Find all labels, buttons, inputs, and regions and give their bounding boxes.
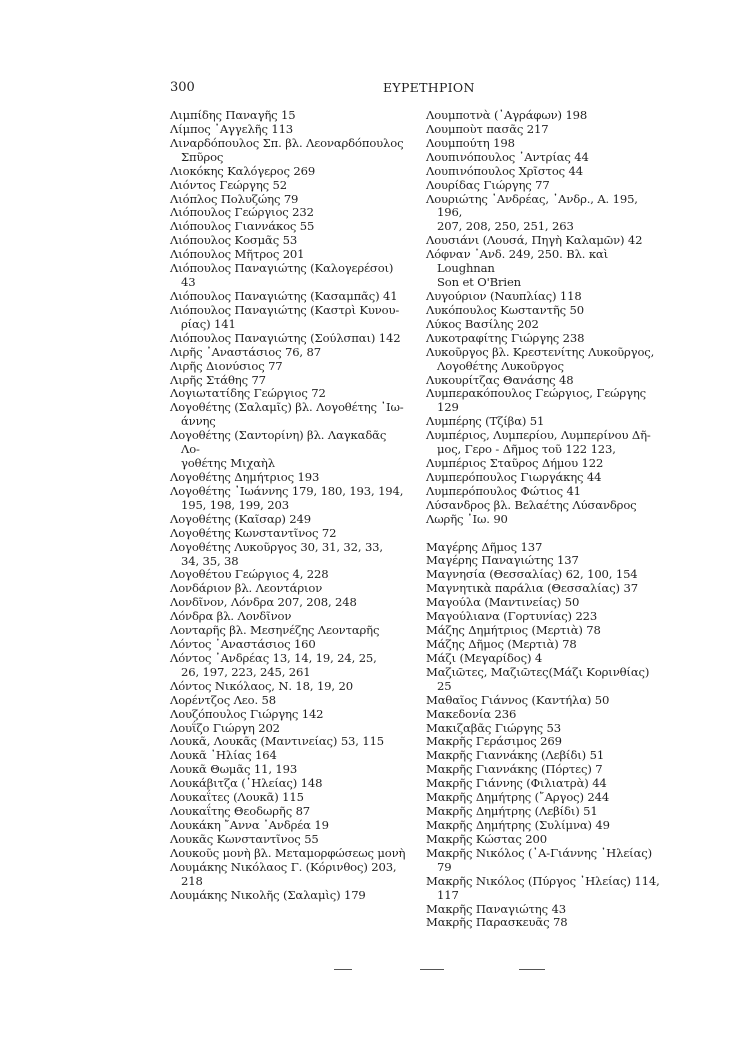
index-entry: Μαγέρης Παναγιώτης 137 bbox=[426, 553, 579, 568]
index-entry: Λογοθέτης Κωνσταντῖνος 72 bbox=[170, 525, 337, 540]
index-entry: Λιόντος Γεώργης 52 bbox=[170, 177, 287, 192]
index-entry: Μακρῆς Γεράσιμος 269 bbox=[426, 734, 562, 749]
index-entry: Λιρῆς Στάθης 77 bbox=[170, 372, 266, 387]
index-entry: Λουμποὺτ πασᾶς 217 bbox=[426, 121, 549, 136]
index-entry: Λουκᾶ ᾿Ηλίας 164 bbox=[170, 748, 277, 763]
index-entry: Λιόπουλος Γιαννάκος 55 bbox=[170, 219, 315, 234]
index-entry: Λογοθέτου Γεώργιος 4, 228 bbox=[170, 567, 329, 582]
index-entry: Μακρῆς Νικόλος (᾿Α-Γιάννης ᾿Ηλείας) 79 bbox=[426, 845, 652, 874]
index-entry: Λόφναν ᾿Ανδ. 249, 250. Βλ. καὶ Loughnan Son et O'Brien bbox=[426, 247, 609, 290]
index-entry: Λυκουρίτζας Θανάσης 48 bbox=[426, 372, 574, 387]
index-entry: Λυγούριον (Ναυπλίας) 118 bbox=[426, 288, 582, 303]
index-entry: Λουπινόπουλος Χρῖστος 44 bbox=[426, 163, 584, 178]
index-entry: Μαθαῖος Γιάννος (Καντήλα) 50 bbox=[426, 692, 610, 707]
index-entry: Λονταρῆς βλ. Μεσηνέζης Λεονταρῆς bbox=[170, 623, 380, 638]
index-entry: Λογοθέτης Λυκοῦργος 30, 31, 32, 33, 34, 35, 38 bbox=[170, 539, 383, 568]
index-entry: Λουμάκης Νικολῆς (Σαλαμὶς) 179 bbox=[170, 887, 366, 902]
index-entry: Μάζης Δῆμος (Μερτιὰ) 78 bbox=[426, 637, 577, 652]
index-entry: Λουσιάνι (Λουσά, Πηγὴ Καλαμῶν) 42 bbox=[426, 233, 643, 248]
index-entry: Λυμπέρης (Τζίβα) 51 bbox=[426, 414, 545, 429]
index-entry: Λουζόπουλος Γιώργης 142 bbox=[170, 706, 324, 721]
index-entry: Λονδῖνον, Λόνδρα 207, 208, 248 bbox=[170, 595, 357, 610]
index-entry: Μακρῆς Γιαννάκης (Λεβίδι) 51 bbox=[426, 748, 605, 763]
index-entry: Λουκᾶς Κωνσταντῖνος 55 bbox=[170, 831, 319, 846]
index-entry: Λιμπίδης Παναγῆς 15 bbox=[170, 108, 296, 122]
index-entry: Λιναρδόπουλος Σπ. βλ. Λεοναρδόπουλος Σπῦρος bbox=[170, 135, 404, 164]
index-entry: Λυμπερόπουλος Γιωργάκης 44 bbox=[426, 469, 602, 484]
section-gap bbox=[426, 527, 664, 541]
index-entry: Λιόπουλος Παναγιώτης (Σούλσπαι) 142 bbox=[170, 330, 401, 345]
index-entry: Λυμπερακόπουλος Γεώργιος, Γεώργης 129 bbox=[426, 386, 646, 415]
index-entry: Λύσανδρος βλ. Βελαέτης Λύσανδρος bbox=[426, 497, 637, 512]
index-entry: Μάζης Δημήτριος (Μερτιὰ) 78 bbox=[426, 623, 601, 638]
index-entry: Λονδάριον βλ. Λεοντάριον bbox=[170, 581, 323, 596]
index-entry: Λουκᾶ, Λουκᾶς (Μαντινείας) 53, 115 bbox=[170, 734, 385, 749]
index-entry: Λυμπέριος, Λυμπερίου, Λυμπερίνου Δῆ- μος, Γερο - Δῆμος τοῦ 122 123, bbox=[426, 428, 651, 457]
index-entry: Λογοθέτης (Καῖσαρ) 249 bbox=[170, 511, 311, 526]
index-entry: Μαγνησία (Θεσσαλίας) 62, 100, 154 bbox=[426, 567, 638, 582]
index-entry: Λιρῆς Διονύσιος 77 bbox=[170, 358, 283, 373]
index-entry: Μακρῆς Δημήτρης (Συλίμνα) 49 bbox=[426, 818, 610, 832]
index-entry: Λύκος Βασίλης 202 bbox=[426, 316, 539, 331]
index-entry: Μακεδονία 236 bbox=[426, 706, 517, 721]
index-entry: Λογοθέτης Δημήτριος 193 bbox=[170, 469, 320, 484]
index-entry: Λουκάβιτζα (᾿Ηλείας) 148 bbox=[170, 776, 323, 791]
index-entry: Λουμπούτη 198 bbox=[426, 135, 515, 150]
index-entry: Λόντος ᾿Αναστάσιος 160 bbox=[170, 637, 316, 652]
running-head-title: ΕΥΡΕΤΗΡΙΟΝ bbox=[383, 80, 475, 95]
index-entry: Λουμποτνὰ (᾿Αγράφων) 198 bbox=[426, 108, 588, 122]
page-number: 300 bbox=[170, 80, 195, 95]
index-entry: Λουκᾶ Θωμᾶς 11, 193 bbox=[170, 762, 298, 777]
index-entry: Λιόπουλος Γεώργιος 232 bbox=[170, 205, 314, 220]
index-entry: Λογοθέτης (Σαλαμῖς) βλ. Λογοθέτης ᾿Ιω- άννης bbox=[170, 400, 404, 429]
index-entry: Λυμπέριος Σταῦρος Δήμου 122 bbox=[426, 456, 604, 471]
index-entry: Λιρῆς ᾿Αναστάσιος 76, 87 bbox=[170, 344, 321, 359]
index-entry: Λιοκόκης Καλόγερος 269 bbox=[170, 163, 316, 178]
footer-rule bbox=[519, 969, 545, 970]
index-entry: Λουρίδας Γιώργης 77 bbox=[426, 177, 550, 192]
index-entry: Λιόπουλος Παναγιώτης (Καστρὶ Κυνου- ρίας) 141 bbox=[170, 302, 400, 331]
index-entry: Μαγέρης Δῆμος 137 bbox=[426, 539, 543, 554]
index-entry: Λογιωτατίδης Γεώργιος 72 bbox=[170, 386, 326, 401]
index-entry: Μαγούλιανα (Γορτυνίας) 223 bbox=[426, 609, 598, 624]
index-entry: Λόντος ᾿Ανδρέας 13, 14, 19, 24, 25, 26, 197, 223, 245, 261 bbox=[170, 650, 377, 679]
index-entry: Μακρῆς Δημήτρης (Λεβίδι) 51 bbox=[426, 804, 598, 819]
footer-rule bbox=[334, 969, 352, 970]
index-entry: Λυκοῦργος βλ. Κρεστενίτης Λυκοῦργος, Λογοθέτης Λυκοῦργος bbox=[426, 344, 655, 373]
index-entry: Λορέντζος Λεο. 58 bbox=[170, 692, 277, 707]
index-entry: Μαγούλα (Μαντινείας) 50 bbox=[426, 595, 580, 610]
index-entry: Λιόπουλος Μῆτρος 201 bbox=[170, 247, 305, 262]
index-entry: Μακρῆς Παρασκευᾶς 78 bbox=[426, 915, 568, 930]
index-entry: Λόντος Νικόλαος, Ν. 18, 19, 20 bbox=[170, 678, 353, 693]
index-entry: Λίμπος ᾿Αγγελῆς 113 bbox=[170, 121, 294, 136]
index-entry: Λωρῆς ᾿Ιω. 90 bbox=[426, 511, 508, 526]
index-entry: Λουμάκης Νικόλαος Γ. (Κόρινθος) 203, 218 bbox=[170, 859, 397, 888]
index-entry: Λογοθέτης (Σαντορίνη) βλ. Λαγκαδᾶς Λο- γοθέτης Μιχαὴλ bbox=[170, 428, 387, 471]
index-entry: Λουΐζο Γιώργη 202 bbox=[170, 720, 280, 735]
index-column-right bbox=[426, 109, 664, 930]
index-entry: Λουκοῦς μονὴ βλ. Μεταμορφώσεως μονὴ bbox=[170, 845, 406, 860]
index-entry: Μακρῆς Δημήτρης (῎Αργος) 244 bbox=[426, 790, 610, 805]
index-entry: Μακρῆς Νικόλος (Πύργος ᾿Ηλείας) 114, 117 bbox=[426, 873, 660, 902]
index-entry: Λουκαΐτης Θεοδωρῆς 87 bbox=[170, 804, 311, 819]
index-entry: Λιόπουλος Παναγιώτης (Καλογερέσοι) 43 bbox=[170, 261, 394, 290]
index-column-left bbox=[170, 109, 408, 903]
index-entry: Λουπινόπουλος ᾿Αντρίας 44 bbox=[426, 149, 589, 164]
index-entry: Μακρῆς Γιάννης (Φιλιατρὰ) 44 bbox=[426, 776, 607, 791]
index-entry: Λυμπερόπουλος Φώτιος 41 bbox=[426, 483, 581, 498]
index-entry: Λόνδρα βλ. Λονδῖνον bbox=[170, 609, 292, 624]
index-entry: Λογοθέτης ᾿Ιωάννης 179, 180, 193, 194, 195, 198, 199, 203 bbox=[170, 483, 404, 512]
index-entry: Μακρῆς Παναγιώτης 43 bbox=[426, 901, 566, 916]
index-entry: Μαζιῶτες, Μαζιῶτες(Μάζι Κορινθίας) 25 bbox=[426, 664, 650, 693]
index-entry: Λουκαΐτες (Λουκᾶ) 115 bbox=[170, 790, 304, 805]
index-entry: Μακιζαβᾶς Γιώργης 53 bbox=[426, 720, 561, 735]
index-entry: Μακρῆς Κώστας 200 bbox=[426, 831, 547, 846]
index-entry: Λουκάκη ῎Αννα ᾿Ανδρέα 19 bbox=[170, 818, 329, 833]
index-entry: Λυκοτραφίτης Γιώργης 238 bbox=[426, 330, 585, 345]
index-entry: Μακρῆς Γιαννάκης (Πόρτες) 7 bbox=[426, 762, 603, 777]
index-entry: Λυκόπουλος Κωσταντῆς 50 bbox=[426, 302, 584, 317]
index-entry: Λιόπουλος Κοσμᾶς 53 bbox=[170, 233, 298, 248]
index-entry: Λουριώτης ᾿Ανδρέας, ᾿Ανδρ., Α. 195, 196, 207, 208, 250, 251, 263 bbox=[426, 191, 638, 234]
index-entry: Λιόπλος Πολυζώης 79 bbox=[170, 191, 299, 206]
index-entry: Μαγνητικὰ παράλια (Θεσσαλίας) 37 bbox=[426, 581, 638, 596]
index-entry: Λιόπουλος Παναγιώτης (Κασαμπᾶς) 41 bbox=[170, 288, 398, 303]
footer-rule bbox=[420, 969, 444, 970]
index-entry: Μάζι (Μεγαρίδος) 4 bbox=[426, 650, 543, 665]
